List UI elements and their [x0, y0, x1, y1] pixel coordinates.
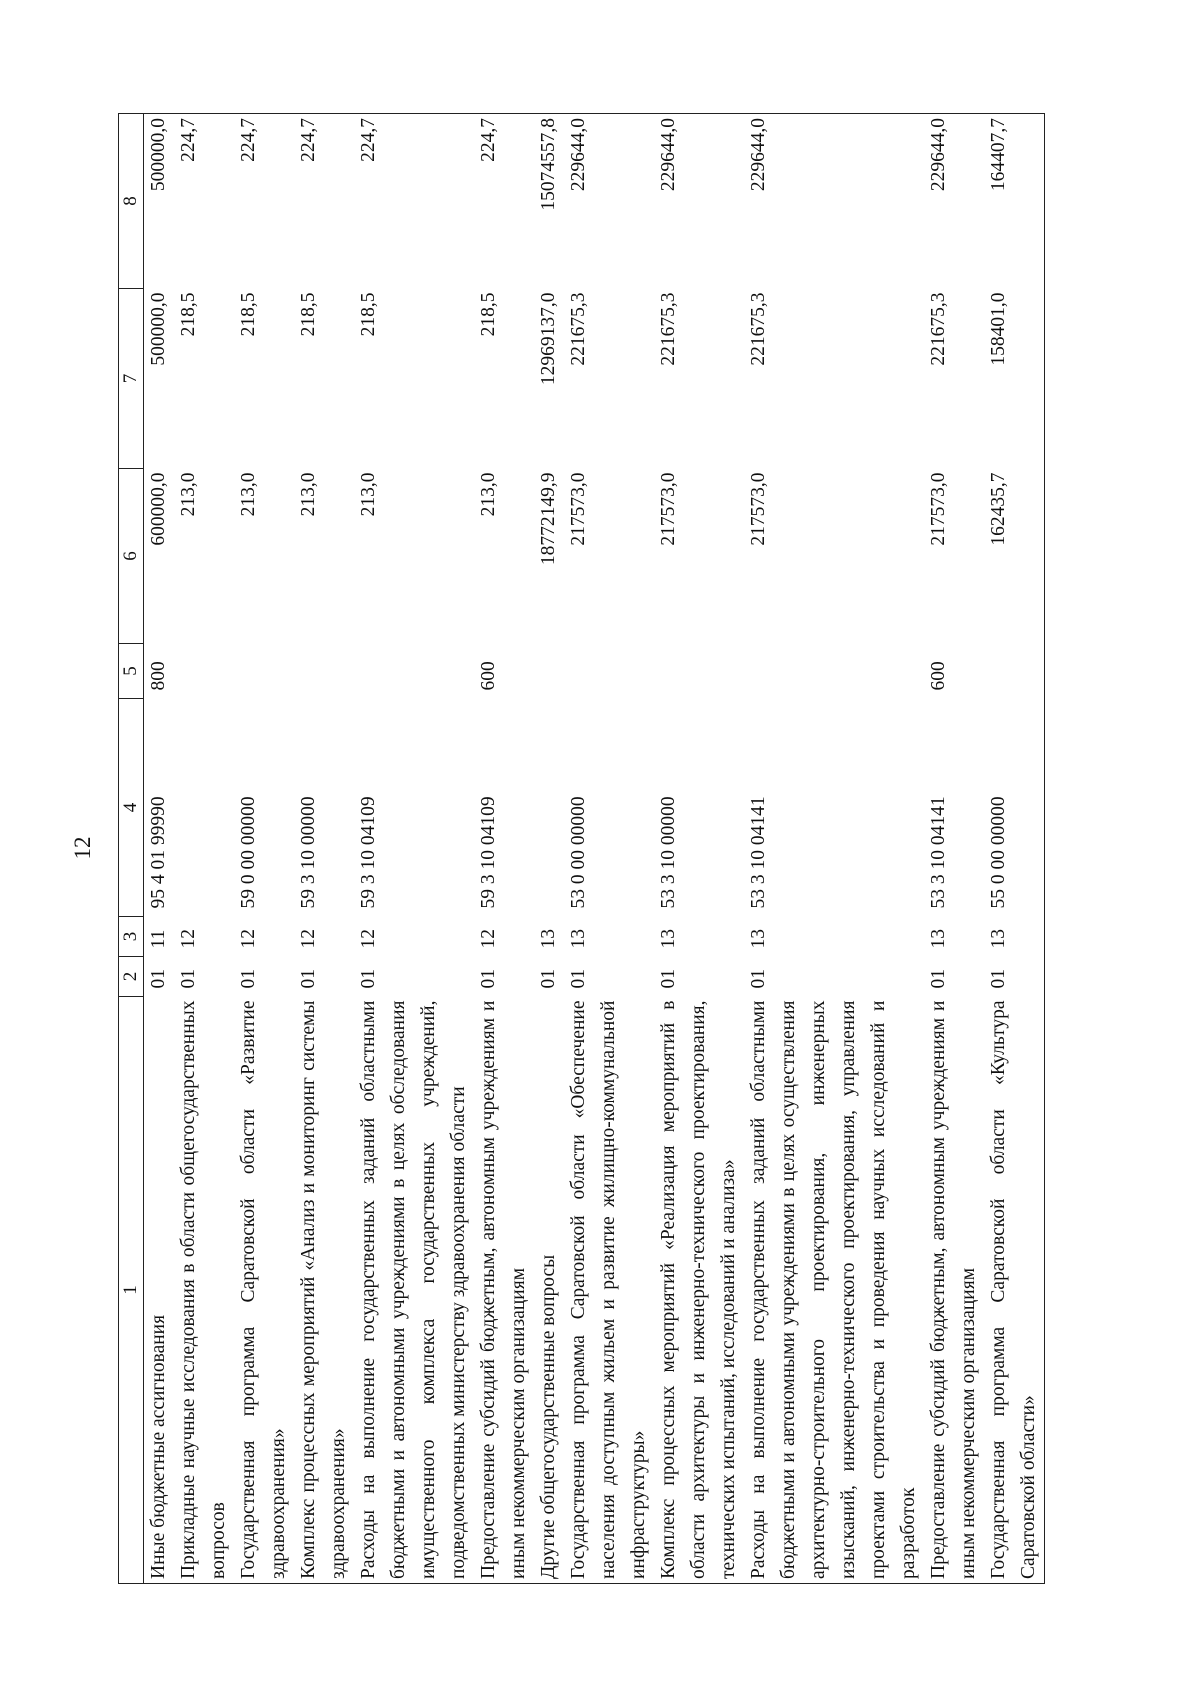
header-col-5: 5 — [119, 644, 144, 699]
table-row — [654, 114, 744, 1584]
section-code: 01 — [658, 969, 679, 989]
header-col-6: 6 — [119, 469, 144, 644]
table-row — [534, 114, 564, 1584]
expense-type-code — [534, 644, 564, 699]
expense-type-code — [564, 644, 654, 699]
target-article-code: 59 3 10 04109 — [478, 796, 499, 909]
header-col-3: 3 — [119, 917, 144, 957]
amount-col-6: 213,0 — [238, 472, 259, 517]
amount-col-7: 218,5 — [298, 292, 319, 337]
amount-col-7: 12969137,0 — [538, 292, 559, 386]
table-row — [564, 114, 654, 1584]
subsection-code: 12 — [478, 929, 499, 949]
row-name: Комплекс процессных мероприятий «Анализ и мониторинг системы здравоохранения» — [294, 997, 354, 1584]
amount-col-8: 224,7 — [354, 114, 474, 289]
budget-table — [118, 113, 1045, 1584]
amount-col-8: 224,7 — [474, 114, 534, 289]
amount-col-8: 224,7 — [294, 114, 354, 289]
amount-col-8: 229644,0 — [924, 114, 984, 289]
subsection-code: 12 — [178, 929, 199, 949]
table-body — [144, 114, 1045, 1584]
amount-col-8: 164407,7 — [984, 114, 1045, 289]
row-name: Государственная программа Саратовской области «Обеспечение населения доступным жильем и развитие жилищно-коммунальной инфраструктуры» — [564, 997, 654, 1584]
amount-col-7: 218,5 — [358, 292, 379, 337]
amount-col-7: 158401,0 — [984, 289, 1045, 469]
subsection-code: 13 — [538, 929, 559, 949]
target-article-code: 53 3 10 04141 — [928, 796, 949, 909]
amount-col-6: 213,0 — [178, 472, 199, 517]
table-row — [294, 114, 354, 1584]
section-code: 01 — [984, 957, 1045, 997]
amount-col-8: 229644,0 — [744, 114, 924, 289]
section-code: 01 — [298, 969, 319, 989]
amount-col-6: 162435,7 — [984, 469, 1045, 644]
table-row — [474, 114, 534, 1584]
amount-col-7: 221675,3 — [568, 292, 589, 366]
amount-col-6: 213,0 — [298, 472, 319, 517]
target-article-code: 59 0 00 00000 — [238, 796, 259, 909]
target-article-code: 53 0 00 00000 — [568, 796, 589, 909]
page-number: 12 — [70, 836, 95, 860]
amount-col-8: 224,7 — [234, 114, 294, 289]
table-row — [744, 114, 924, 1584]
row-name: Расходы на выполнение государственных заданий областными бюджетными и автономными учреждениями в целях осуществления архитектурно-строительного проектирования, инженерных изысканий, инженерно-технического проектирования, управления проектами строительства и проведения научных исследований и разработок — [744, 997, 924, 1584]
amount-col-7: 221675,3 — [928, 292, 949, 366]
expense-type-code — [984, 644, 1045, 699]
header-col-4: 4 — [119, 699, 144, 917]
section-code: 01 — [148, 969, 169, 989]
amount-col-7: 218,5 — [178, 292, 199, 337]
header-col-2: 2 — [119, 957, 144, 997]
subsection-code: 12 — [298, 929, 319, 949]
row-name: Государственная программа Саратовской области «Культура Саратовской области» — [984, 997, 1045, 1584]
subsection-code: 13 — [658, 929, 679, 949]
amount-col-7: 221675,3 — [748, 292, 769, 366]
table-row — [354, 114, 474, 1584]
target-article-code: 55 0 00 00000 — [984, 699, 1045, 917]
target-article-code: 59 3 10 00000 — [298, 796, 319, 909]
expense-type-code — [654, 644, 744, 699]
row-name: Государственная программа Саратовской области «Развитие здравоохранения» — [234, 997, 294, 1584]
row-name: Комплекс процессных мероприятий «Реализация мероприятий в области архитектуры и инженерно-технического проектирования, технических испытаний, исследований и анализа» — [654, 997, 744, 1584]
amount-col-8: 229644,0 — [654, 114, 744, 289]
amount-col-8: 229644,0 — [564, 114, 654, 289]
row-name: Иные бюджетные ассигнования — [144, 997, 175, 1584]
subsection-code: 13 — [748, 929, 769, 949]
table-row — [984, 114, 1045, 1584]
target-article-code — [174, 699, 234, 917]
amount-col-7: 500000,0 — [148, 292, 169, 366]
subsection-code: 12 — [358, 929, 379, 949]
amount-col-6: 217573,0 — [748, 472, 769, 546]
amount-col-6: 217573,0 — [568, 472, 589, 546]
amount-col-7: 218,5 — [238, 292, 259, 337]
expense-type-code — [234, 644, 294, 699]
subsection-code: 13 — [984, 917, 1045, 957]
expense-type-code — [744, 644, 924, 699]
expense-type-code — [294, 644, 354, 699]
table-header — [119, 114, 144, 1584]
table-row — [924, 114, 984, 1584]
amount-col-6: 600000,0 — [148, 472, 169, 546]
target-article-code: 53 3 10 04141 — [748, 796, 769, 909]
table-row — [174, 114, 234, 1584]
section-code: 01 — [238, 969, 259, 989]
section-code: 01 — [478, 969, 499, 989]
amount-col-6: 217573,0 — [928, 472, 949, 546]
amount-col-6: 213,0 — [478, 472, 499, 517]
amount-col-7: 218,5 — [478, 292, 499, 337]
section-code: 01 — [568, 969, 589, 989]
row-name: Предоставление субсидий бюджетным, автономным учреждениям и иным некоммерческим организациям — [474, 997, 534, 1584]
row-name: Другие общегосударственные вопросы — [534, 997, 564, 1584]
amount-col-8: 500000,0 — [144, 114, 175, 289]
row-name: Предоставление субсидий бюджетным, автономным учреждениям и иным некоммерческим организациям — [924, 997, 984, 1584]
section-code: 01 — [538, 969, 559, 989]
amount-col-6: 213,0 — [358, 472, 379, 517]
subsection-code: 11 — [148, 929, 169, 949]
amount-col-8: 15074557,8 — [534, 114, 564, 289]
amount-col-8: 224,7 — [174, 114, 234, 289]
section-code: 01 — [928, 969, 949, 989]
amount-col-6: 217573,0 — [658, 472, 679, 546]
subsection-code: 12 — [238, 929, 259, 949]
expense-type-code: 800 — [148, 661, 169, 691]
section-code: 01 — [358, 969, 379, 989]
header-col-7: 7 — [119, 289, 144, 469]
section-code: 01 — [178, 969, 199, 989]
header-col-8: 8 — [119, 114, 144, 289]
target-article-code — [534, 699, 564, 917]
amount-col-7: 221675,3 — [658, 292, 679, 366]
amount-col-6: 18772149,9 — [538, 472, 559, 566]
table-row — [144, 114, 175, 1584]
row-name: Расходы на выполнение государственных заданий областными бюджетными и автономными учреждениями в целях обследования имущественного комплекса государственных учреждений, подведомственных министерству здравоохранения области — [354, 997, 474, 1584]
target-article-code: 59 3 10 04109 — [358, 796, 379, 909]
expense-type-code: 600 — [928, 661, 949, 691]
subsection-code: 13 — [928, 929, 949, 949]
header-col-1: 1 — [119, 997, 144, 1584]
expense-type-code: 600 — [478, 661, 499, 691]
expense-type-code — [354, 644, 474, 699]
section-code: 01 — [748, 969, 769, 989]
row-name: Прикладные научные исследования в области общегосударственных вопросов — [174, 997, 234, 1584]
subsection-code: 13 — [568, 929, 589, 949]
expense-type-code — [174, 644, 234, 699]
target-article-code: 53 3 10 00000 — [658, 796, 679, 909]
table-row — [234, 114, 294, 1584]
target-article-code: 95 4 01 99990 — [148, 796, 169, 909]
